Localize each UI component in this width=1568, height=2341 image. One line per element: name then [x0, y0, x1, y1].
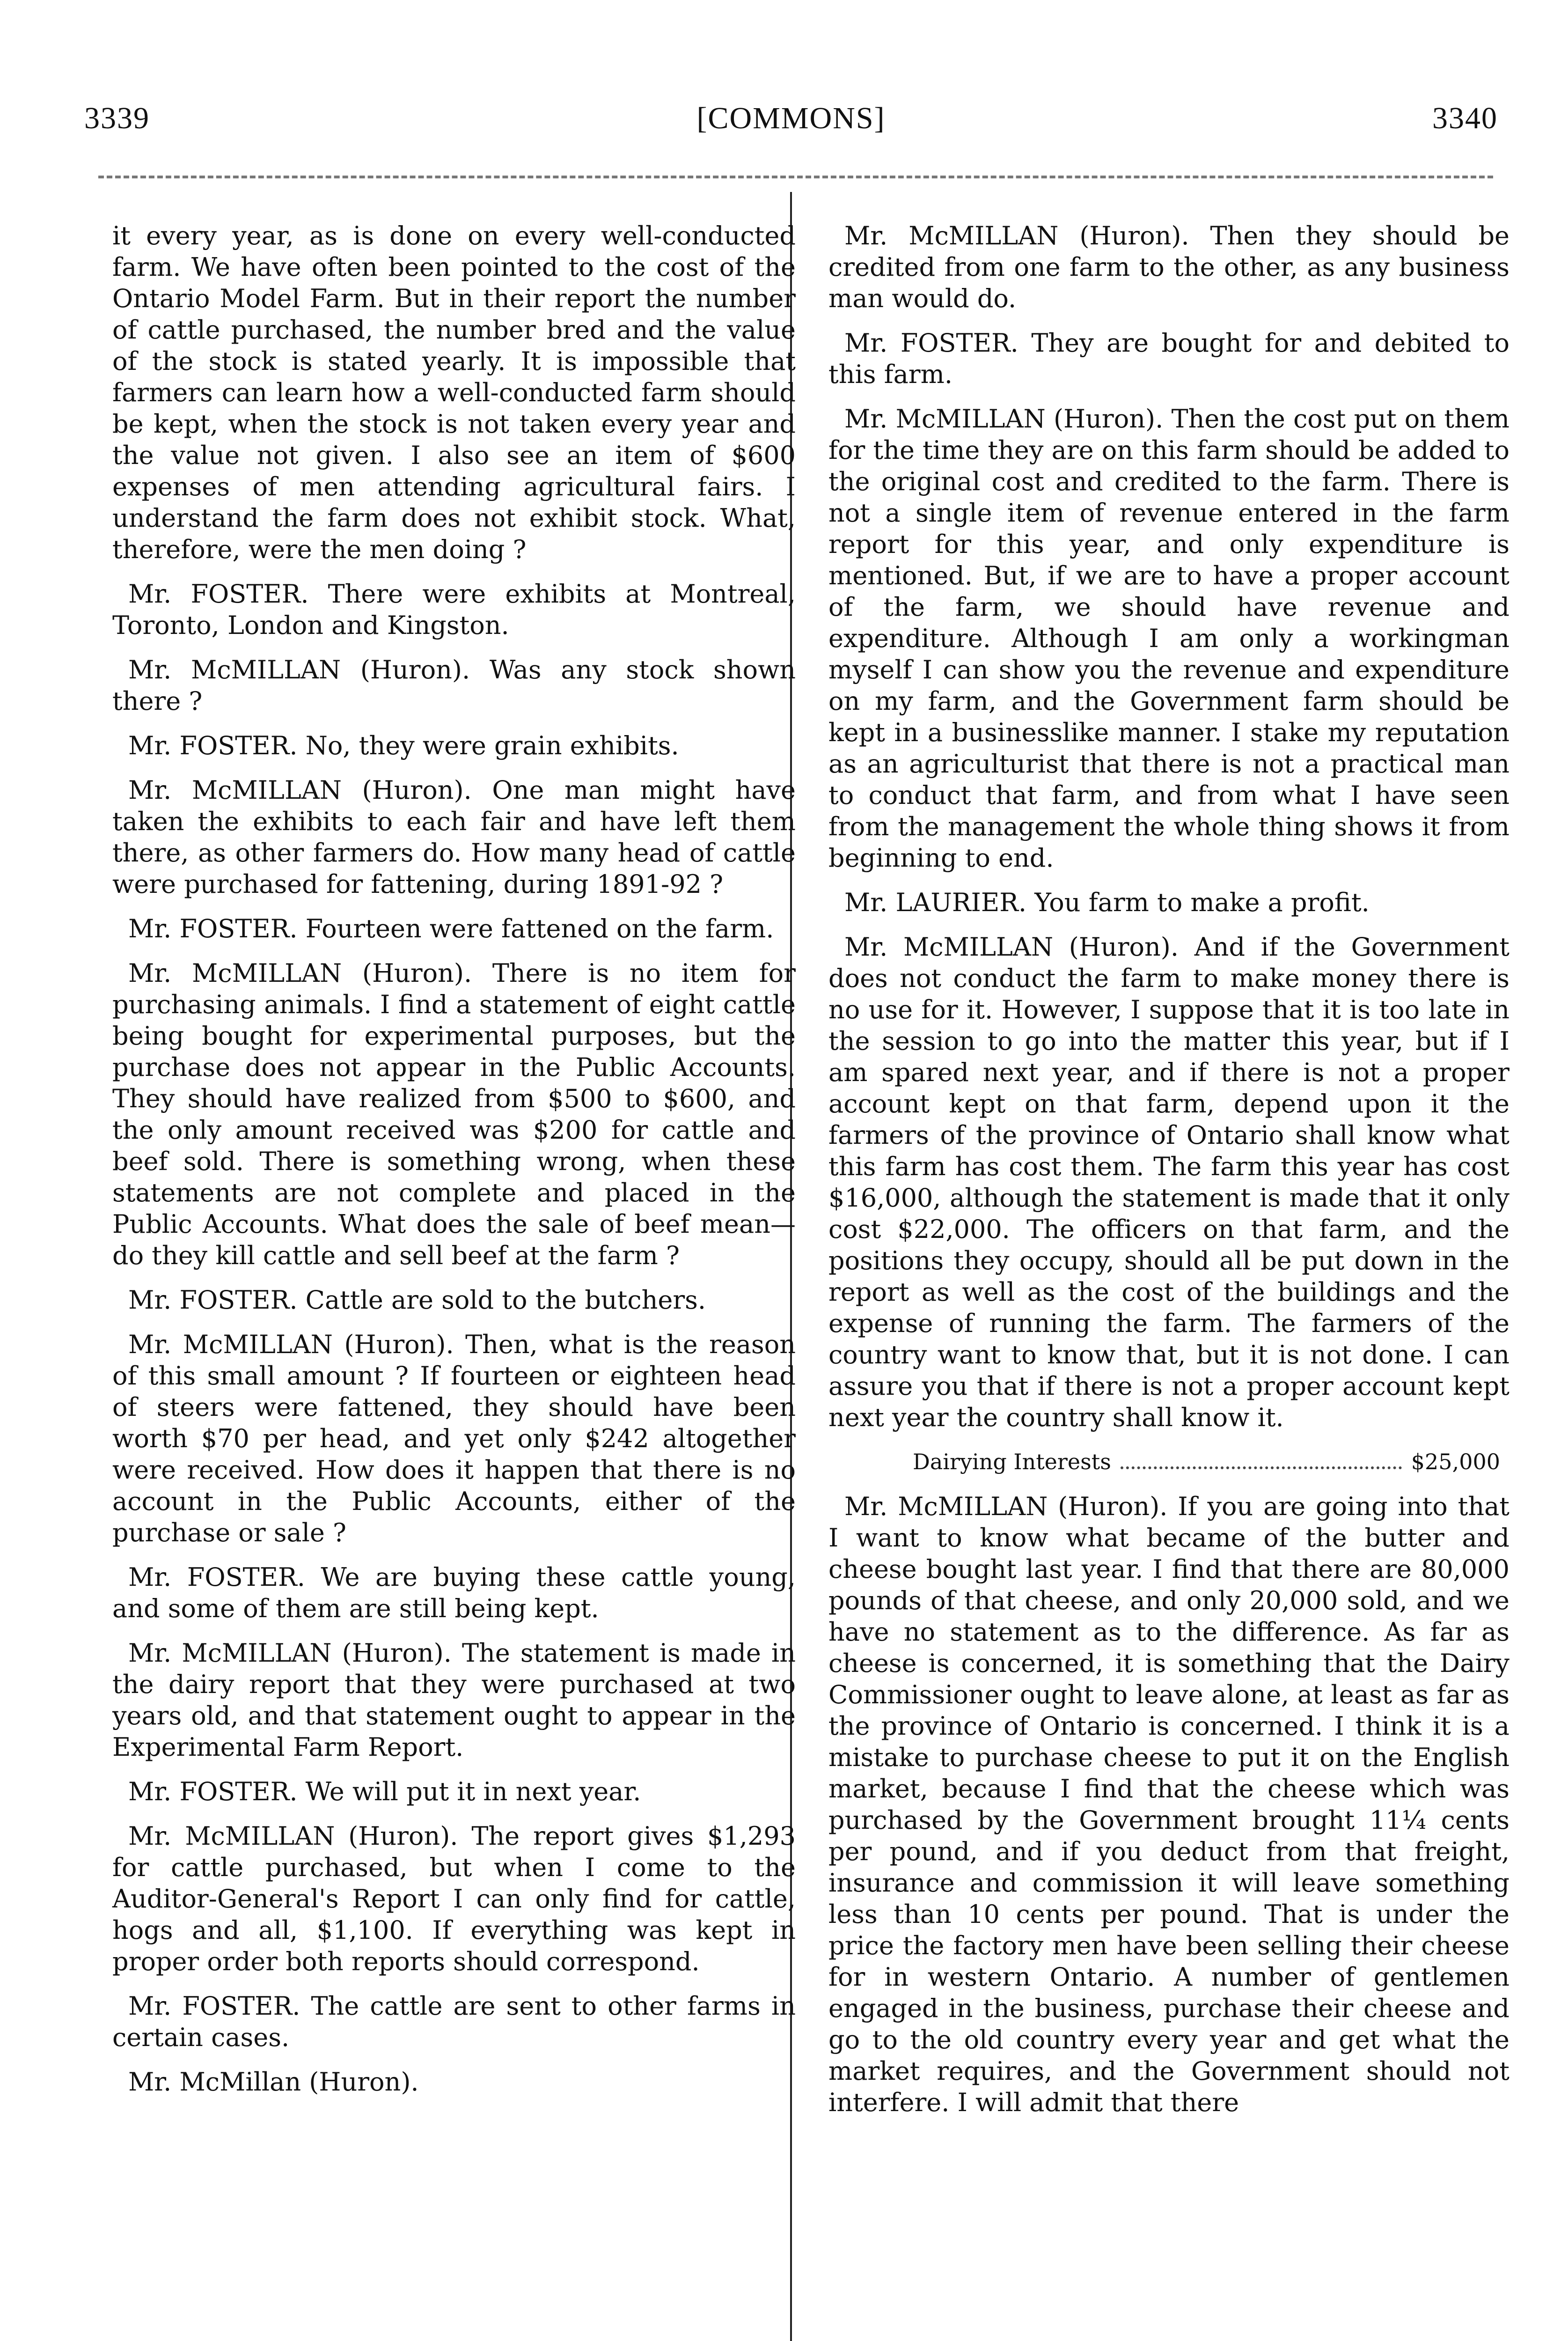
paragraph-text: They are bought for and debited to this farm. [828, 328, 1510, 389]
paragraph [112, 1561, 796, 1624]
paragraph-text: it every year, as is done on every well-conducted farm. We have often been pointed to the cost of the Ontario Model Farm. But in their report the number of cattle purchased, the number bred and the value of the stock is stated yearly. It is impossible that farmers can learn how a well-conducted farm should be kept, when the stock is not taken every year and the value not given. I also see an item of $600 expenses of men attending agricultural fairs. I understand the farm does not exhibit stock. What, therefore, were the men doing ? [112, 221, 796, 564]
paragraph [828, 1491, 1509, 2118]
speaker: Mr. McMILLAN (Huron). [844, 932, 1179, 962]
paragraph-text: Fourteen were fattened on the farm. [305, 914, 774, 943]
paragraph [828, 220, 1509, 314]
speaker: Mr. FOSTER. [128, 579, 309, 609]
paragraph-text: One man might have taken the exhibits to each fair and have left them there, as other farmers do. How many head of cattle were purchased for fattening, during 1891-92 ? [112, 775, 796, 899]
paragraph [828, 403, 1509, 874]
paragraph [112, 578, 796, 641]
paragraph [112, 2066, 796, 2098]
page-header [84, 101, 1498, 152]
paragraph [112, 220, 796, 565]
paragraph-text: The statement is made in the dairy report that they were purchased at two years old, and that statement ought to appear in the Experimental Farm Report. [112, 1638, 796, 1762]
paragraph-text: The cattle are sent to other farms in certain cases. [112, 1991, 796, 2052]
speaker: Mr. FOSTER. [128, 1777, 298, 1806]
leader-dots [1121, 1466, 1402, 1469]
speaker: Mr. FOSTER. [128, 1562, 305, 1592]
paragraph-text: Then the cost put on them for the time they are on this farm should be added to the original cost and credited to the farm. There is not a single item of revenue entered in the farm report for this year, and only expenditure is mentioned. But, if we are to have a proper account of the farm, we should have revenue and expenditure. Although I am only a workingman myself I can show you the revenue and expenditure on my farm, and the Government farm should be kept in a businesslike manner. I stake my reputation as an agriculturist that there is not a practical man to conduct that farm, and from what I have seen from the management the whole thing shows it from beginning to end. [828, 404, 1510, 873]
estimate-item [828, 1446, 1509, 1478]
speaker: Mr. FOSTER. [128, 914, 298, 943]
paragraph-text: The report gives $1,293 for cattle purchased, but when I come to the Auditor-General's Report I can only find for cattle, hogs and all, $1,100. If everything was kept in proper order both reports should correspond. [112, 1821, 796, 1976]
paragraph-text: You farm to make a profit. [1034, 888, 1370, 917]
paragraph [112, 1637, 796, 1763]
speaker: Mr. McMILLAN (Huron). [128, 1330, 454, 1359]
header-rule [98, 176, 1493, 178]
speaker: Mr. McMILLAN (Huron). [128, 1638, 452, 1668]
speaker: Mr. FOSTER. [128, 1991, 300, 2021]
paragraph [112, 654, 796, 717]
paragraph [112, 774, 796, 900]
speaker: Mr. FOSTER. [128, 1285, 298, 1315]
paragraph [112, 1820, 796, 1977]
paragraph [828, 931, 1509, 1433]
paragraph-text: Then, what is the reason of this small amount ? If fourteen or eighteen head of steers were fattened, they should have been worth $70 per head, and yet only $242 altogether were received. How does it happen that there is no account in the Public Accounts, either of the purchase or sale ? [112, 1330, 796, 1547]
speaker: Mr. McMILLAN (Huron). [128, 958, 472, 988]
header-title: [COMMONS] [696, 101, 886, 135]
speaker: Mr. McMillan (Huron). [128, 2067, 419, 2097]
speaker: Mr. FOSTER. [128, 731, 298, 760]
paragraph-text: Cattle are sold to the butchers. [305, 1285, 706, 1315]
speaker: Mr. McMILLAN (Huron). [844, 221, 1189, 250]
speaker: Mr. McMILLAN (Huron). [844, 1492, 1168, 1521]
paragraph [112, 1990, 796, 2053]
paragraph-text: There is no item for purchasing animals. I find a statement of eight cattle being bought for experimental purposes, but the purchase does not appear in the Public Accounts. They should have realized from $500 to $600, and the only amount received was $200 for cattle and beef sold. There is something wrong, when these statements are not complete and placed in the Public Accounts. What does the sale of beef mean—do they kill cattle and sell beef at the farm ? [112, 958, 796, 1270]
paragraph-text: Then they should be credited from one farm to the other, as any business man would do. [828, 221, 1509, 313]
paragraph [112, 913, 796, 944]
page-number-right: 3340 [1432, 101, 1498, 135]
paragraph [112, 1329, 796, 1548]
speaker: Mr. McMILLAN (Huron). [128, 775, 472, 805]
left-column [112, 220, 796, 2111]
paragraph [828, 887, 1509, 918]
paragraph-text: We will put it in next year. [305, 1777, 641, 1806]
paragraph [112, 957, 796, 1271]
paragraph [828, 327, 1509, 390]
item-amount: $25,000 [1411, 1449, 1500, 1474]
paragraph-text: There were exhibits at Montreal, Toronto, London and Kingston. [112, 579, 796, 640]
paragraph-text: If you are going into that I want to know what became of the butter and cheese bought last year. I find that there are 80,000 pounds of that cheese, and only 20,000 sold, and we have no statement as to the difference. As far as cheese is concerned, it is something that the Dairy Commissioner ought to leave alone, at least as far as the province of Ontario is concerned. I think it is a mistake to purchase cheese to put it on the English market, because I find that the cheese which was purchased by the Government brought 11¼ cents per pound, and if you deduct from that freight, insurance and commission it will leave something less than 10 cents per pound. That is under the price the factory men have been selling their cheese for in western Ontario. A number of gentlemen engaged in the business, purchase their cheese and go to the old country every year and get what the market requires, and the Government should not interfere. I will admit that there [828, 1492, 1509, 2117]
paragraph [112, 1284, 796, 1316]
speaker: Mr. McMILLAN (Huron). [844, 404, 1164, 434]
paragraph-text: Was any stock shown there ? [112, 655, 796, 716]
paragraph [112, 1776, 796, 1807]
item-label: Dairying Interests [913, 1449, 1111, 1474]
speaker: Mr. McMILLAN (Huron). [128, 1821, 458, 1851]
right-column [828, 220, 1509, 2131]
page-number-left: 3339 [84, 101, 150, 135]
paragraph-text: No, they were grain exhibits. [305, 731, 679, 760]
speaker: Mr. LAURIER. [844, 888, 1027, 917]
speaker: Mr. McMILLAN (Huron). [128, 655, 470, 685]
paragraph-text: And if the Government does not conduct the farm to make money there is no use for it. However, I suppose that it is too late in the session to go into the matter this year, but if I am spared next year, and if there is not a proper account kept on that farm, depend upon it the farmers of the province of Ontario shall know what this farm has cost them. The farm this year has cost $16,000, although the statement is made that it only cost $22,000. The officers on that farm, and the positions they occupy, should all be put down in the report as well as the cost of the buildings and the expense of running the farm. The farmers of the country want to know that, but it is not done. I can assure you that if there is not a proper account kept next year the country shall know it. [828, 932, 1509, 1432]
speaker: Mr. FOSTER. [844, 328, 1018, 358]
paragraph [112, 730, 796, 761]
paragraph-text: We are buying these cattle young, and some of them are still being kept. [112, 1562, 796, 1623]
